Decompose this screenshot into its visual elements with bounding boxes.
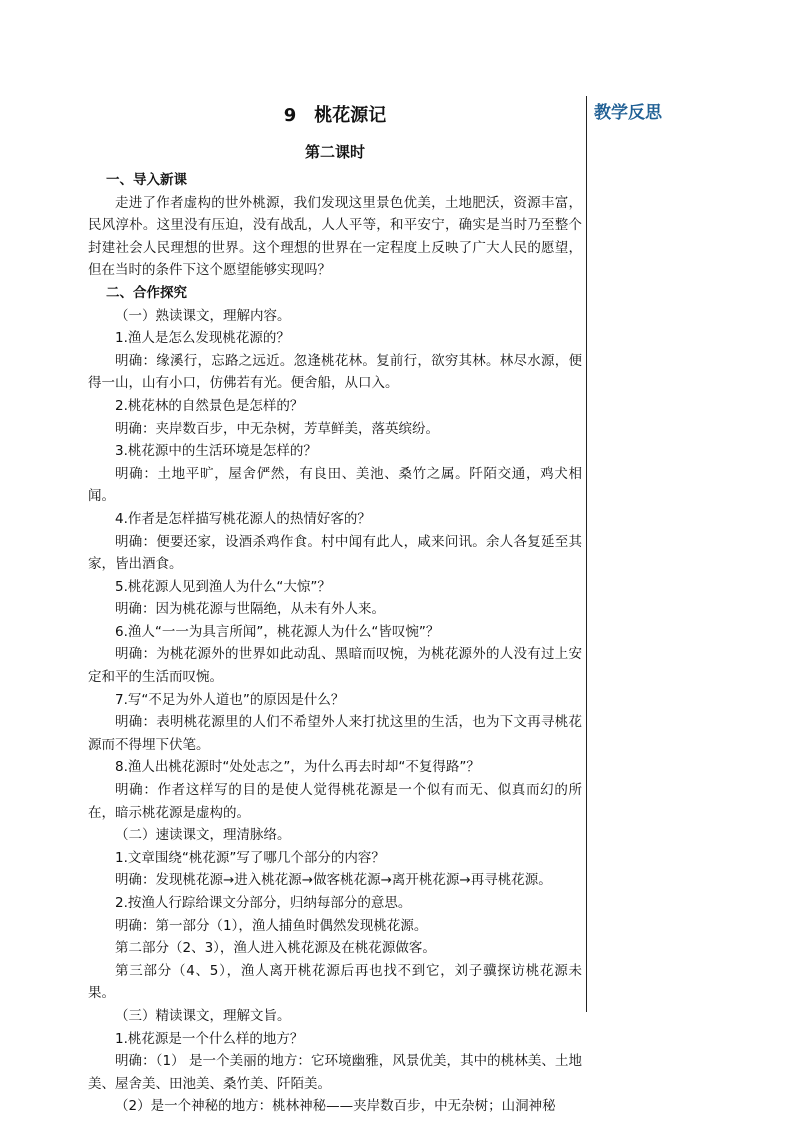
paragraph: 明确：便要还家，设酒杀鸡作食。村中闻有此人，咸来问讯。余人各复延至其家，皆出酒食。: [88, 533, 582, 573]
paragraph: 明确：作者这样写的目的是使人觉得桃花源是一个似有而无、似真而幻的所在，暗示桃花源是虚构的。: [88, 782, 582, 821]
paragraph: 明确：因为桃花源与世隔绝，从未有外人来。: [115, 601, 385, 618]
paragraph: （2）是一个神秘的地方：桃林神秘——夹岸数百步，中无杂树；山洞神秘: [115, 1098, 556, 1115]
paragraph: 2.按渔人行踪给课文分部分，归纳每部分的意思。: [115, 895, 412, 911]
paragraph: （二）速读课文，理清脉络。: [115, 827, 291, 844]
column-divider: [586, 96, 587, 1012]
paragraph: 2.桃花林的自然景色是怎样的？: [115, 397, 304, 414]
paragraph: 1.渔人是怎么发现桃花源的？: [115, 330, 290, 347]
lesson-title: 桃花源记: [314, 105, 387, 126]
paragraph: 明确：（1） 是一个美丽的地方：它环境幽雅，风景优美，其中的桃林美、土地美、屋舍美、田池美、桑竹美、阡陌美。: [88, 1053, 582, 1092]
paragraph: 7.写“不足为外人道也”的原因是什么？: [115, 691, 345, 708]
paragraph: 3.桃花源中的生活环境是怎样的？: [115, 443, 317, 460]
paragraph: 第二部分（2、3），渔人进入桃花源及在桃花源做客。: [115, 940, 436, 957]
paragraph: 明确：第一部分（1），渔人捕鱼时偶然发现桃花源。: [115, 917, 428, 934]
paragraph: （三）精读课文，理解文旨。: [115, 1007, 291, 1024]
paragraph: 明确：夹岸数百步，中无杂树，芳草鲜美，落英缤纷。: [115, 420, 439, 437]
paragraph: 第三部分（4、5），渔人离开桃花源后再也找不到它，刘子骥探访桃花源未果。: [88, 962, 582, 1002]
lesson-number: 9: [283, 105, 297, 126]
paragraph: 明确：缘溪行，忘路之远近。忽逢桃花林。复前行，欲穷其林。林尽水源，便得一山，山有小口，仿佛若有光。便舍船，从口入。: [88, 352, 582, 392]
paragraph: （一）熟读课文，理解内容。: [115, 307, 291, 324]
paragraph: 6.渔人“一一为具言所闻”，桃花源人为什么“皆叹惋”？: [115, 623, 440, 640]
paragraph: 明确：为桃花源外的世界如此动乱、黑暗而叹惋，为桃花源外的人没有过上安定和平的生活而叹惋。: [88, 646, 582, 686]
paragraph: 走进了作者虚构的世外桃源，我们发现这里景色优美，土地肥沃，资源丰富，民风淳朴。这里没有压迫，没有战乱，人人平等，和平安宁，确实是当时乃至整个封建社会人民理想的世界。这个理想的世界在一定程度上反映了广大人民的愿望，但在当时的条件下这个愿望能够实现吗？: [88, 194, 582, 279]
section-heading: 一、导入新课: [106, 172, 187, 188]
paragraph: 明确：表明桃花源里的人们不希望外人来打扰这里的生活，也为下文再寻桃花源而不得埋下伏笔。: [88, 714, 582, 753]
page-title: [88, 101, 582, 131]
reflection-heading: 教学反思: [594, 103, 662, 123]
paragraph: 4.作者是怎样描写桃花源人的热情好客的？: [115, 510, 371, 527]
lesson-content: [88, 100, 582, 1118]
lesson-body: [88, 169, 582, 1118]
paragraph: 明确：发现桃花源→进入桃花源→做客桃花源→离开桃花源→再寻桃花源。: [115, 872, 552, 889]
paragraph: 5.桃花源人见到渔人为什么“大惊”？: [115, 578, 331, 595]
section-heading: 二、合作探究: [106, 284, 187, 301]
paragraph: 1.文章围绕“桃花源”写了哪几个部分的内容？: [115, 849, 385, 866]
paragraph: 1.桃花源是一个什么样的地方？: [115, 1030, 304, 1047]
lesson-subtitle: 第二课时: [304, 143, 365, 161]
paragraph: 明确：土地平旷，屋舍俨然，有良田、美池、桑竹之属。阡陌交通，鸡犬相闻。: [88, 465, 582, 505]
paragraph: 8.渔人出桃花源时“处处志之”，为什么再去时却“不复得路”？: [115, 759, 480, 776]
